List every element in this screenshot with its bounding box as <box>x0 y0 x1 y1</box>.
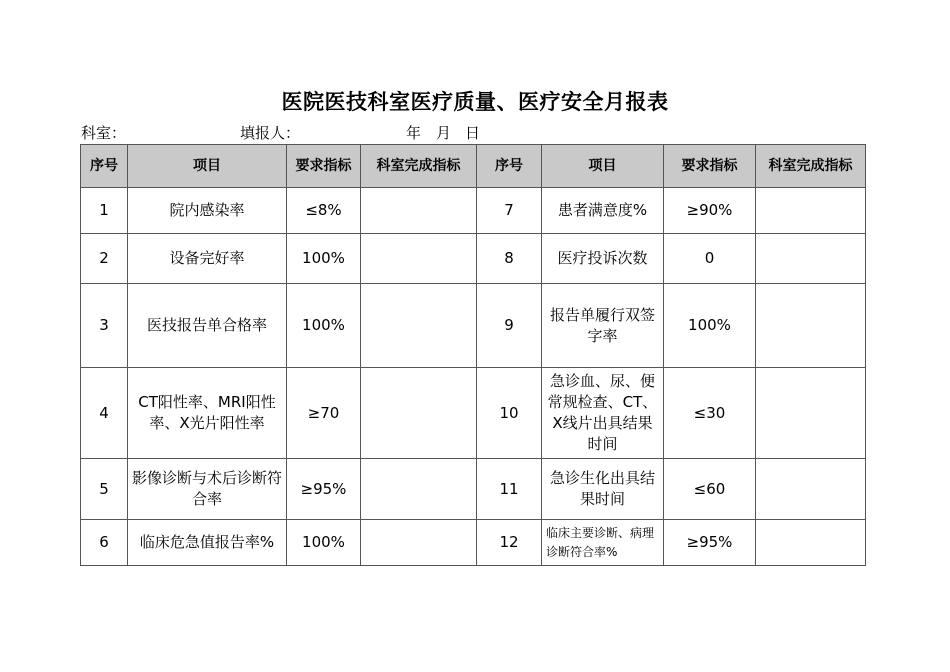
header-actual: 科室完成指标 <box>756 145 866 188</box>
month-label: 月 <box>436 124 452 142</box>
row-target: ≤30 <box>664 368 756 459</box>
row-no: 6 <box>81 520 128 566</box>
header-item: 项目 <box>542 145 664 188</box>
row-no: 4 <box>81 368 128 459</box>
row-target: ≥90% <box>664 188 756 234</box>
table-row <box>81 459 866 520</box>
row-item: 医技报告单合格率 <box>128 284 287 368</box>
filler-label: 填报人： <box>240 124 301 142</box>
table-row <box>81 234 866 284</box>
row-target: 100% <box>287 234 361 284</box>
row-actual-cell[interactable] <box>361 188 477 234</box>
report-meta <box>80 122 864 142</box>
row-actual-cell[interactable] <box>756 234 866 284</box>
row-actual-cell[interactable] <box>756 284 866 368</box>
row-item: 院内感染率 <box>128 188 287 234</box>
table-row <box>81 188 866 234</box>
row-item: 医疗投诉次数 <box>542 234 664 284</box>
row-item: 临床危急值报告率% <box>128 520 287 566</box>
row-item: 设备完好率 <box>128 234 287 284</box>
table-row <box>81 284 866 368</box>
table-header-row <box>81 145 866 188</box>
row-actual-cell[interactable] <box>756 459 866 520</box>
table-row <box>81 520 866 566</box>
row-actual-cell[interactable] <box>361 459 477 520</box>
row-no: 7 <box>477 188 542 234</box>
row-no: 2 <box>81 234 128 284</box>
row-actual-cell[interactable] <box>756 368 866 459</box>
row-target: 0 <box>664 234 756 284</box>
header-target: 要求指标 <box>664 145 756 188</box>
row-item: 临床主要诊断、病理诊断符合率% <box>542 520 664 566</box>
row-target: ≥95% <box>287 459 361 520</box>
header-item: 项目 <box>128 145 287 188</box>
row-no: 3 <box>81 284 128 368</box>
row-target: ≥95% <box>664 520 756 566</box>
row-no: 5 <box>81 459 128 520</box>
row-item: 患者满意度% <box>542 188 664 234</box>
row-target: 100% <box>287 520 361 566</box>
row-target: 100% <box>287 284 361 368</box>
row-no: 11 <box>477 459 542 520</box>
row-item: 报告单履行双签字率 <box>542 284 664 368</box>
header-no: 序号 <box>81 145 128 188</box>
header-no: 序号 <box>477 145 542 188</box>
row-actual-cell[interactable] <box>756 520 866 566</box>
report-table <box>80 144 866 566</box>
row-no: 12 <box>477 520 542 566</box>
row-actual-cell[interactable] <box>361 368 477 459</box>
row-no: 10 <box>477 368 542 459</box>
header-target: 要求指标 <box>287 145 361 188</box>
row-item: 影像诊断与术后诊断符合率 <box>128 459 287 520</box>
day-label: 日 <box>465 124 481 142</box>
department-label: 科室： <box>81 124 127 142</box>
row-actual-cell[interactable] <box>361 284 477 368</box>
table-row <box>81 368 866 459</box>
row-target: 100% <box>664 284 756 368</box>
page-title: 医院医技科室医疗质量、医疗安全月报表 <box>281 90 669 114</box>
row-item: CT阳性率、MRI阳性率、X光片阳性率 <box>128 368 287 459</box>
row-actual-cell[interactable] <box>361 520 477 566</box>
row-actual-cell[interactable] <box>361 234 477 284</box>
row-target: ≥70 <box>287 368 361 459</box>
row-item: 急诊血、尿、便常规检查、CT、X线片出具结果时间 <box>542 368 664 459</box>
row-no: 1 <box>81 188 128 234</box>
header-actual: 科室完成指标 <box>361 145 477 188</box>
row-no: 9 <box>477 284 542 368</box>
row-target: ≤60 <box>664 459 756 520</box>
row-item: 急诊生化出具结果时间 <box>542 459 664 520</box>
row-target: ≤8% <box>287 188 361 234</box>
row-actual-cell[interactable] <box>756 188 866 234</box>
year-label: 年 <box>406 124 422 142</box>
row-no: 8 <box>477 234 542 284</box>
